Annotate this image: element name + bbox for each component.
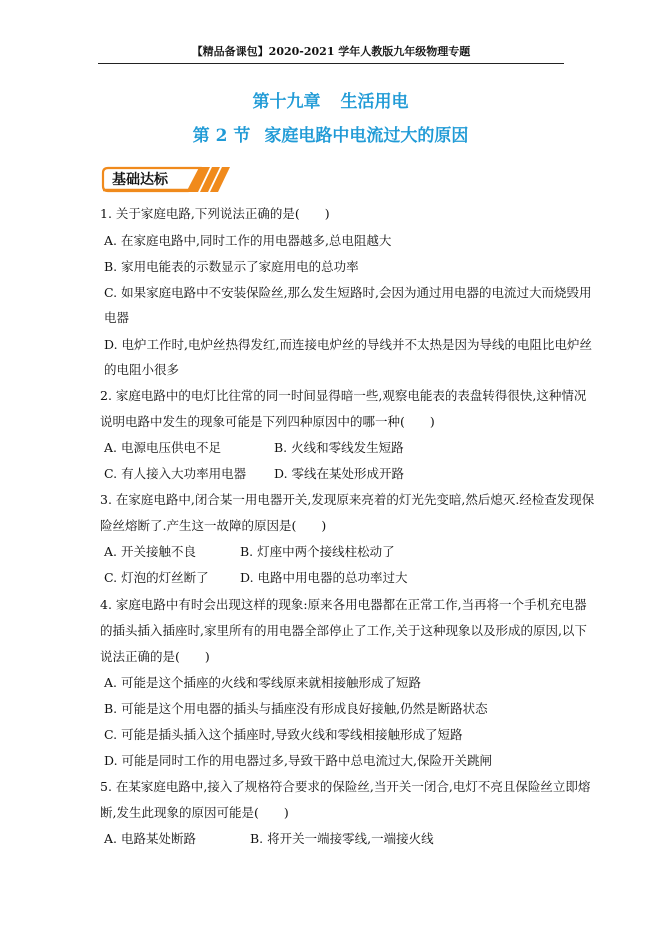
q4-option-a: A. 可能是这个插座的火线和零线原来就相接触形成了短路 — [104, 675, 421, 690]
q5-option-a: A. 电路某处断路 — [104, 831, 196, 846]
q1-option-d-line1: D. 电炉工作时,电炉丝热得发红,而连接电炉丝的导线并不太热是因为导线的电阻比电炉丝 — [104, 337, 592, 352]
question-4-stem-line3: 说法正确的是( ) — [100, 649, 210, 664]
q2-option-b: B. 火线和零线发生短路 — [274, 440, 404, 455]
question-1-stem: 1. 关于家庭电路,下列说法正确的是( ) — [100, 206, 330, 221]
section-title — [0, 121, 661, 146]
q3-option-c: C. 灯泡的灯丝断了 — [104, 570, 209, 585]
question-3-stem-line2: 险丝熔断了.产生这一故障的原因是( ) — [100, 518, 327, 533]
q3-option-d: D. 电路中用电器的总功率过大 — [240, 570, 408, 585]
q1-option-b: B. 家用电能表的示数显示了家庭用电的总功率 — [104, 259, 359, 274]
question-4-stem-line2: 的插头插入插座时,家里所有的用电器全部停止了工作,关于这种现象以及形成的原因,以下 — [100, 623, 587, 638]
q1-option-d-line2: 的电阻小很多 — [104, 362, 180, 377]
q3-option-b: B. 灯座中两个接线柱松动了 — [240, 544, 395, 559]
q1-option-c-line2: 电器 — [104, 310, 130, 325]
q2-option-c: C. 有人接入大功率用电器 — [104, 466, 247, 481]
q3-option-a: A. 开关接触不良 — [104, 544, 196, 559]
page-header: 【精品备课包】2020-2021 学年人教版九年级物理专题 — [191, 45, 471, 58]
section-number: 第 2 节 — [192, 126, 251, 146]
question-5-stem-line1: 5. 在某家庭电路中,接入了规格符合要求的保险丝,当开关一闭合,电灯不亮且保险丝立即熔 — [100, 779, 591, 794]
q1-option-c-line1: C. 如果家庭电路中不安装保险丝,那么发生短路时,会因为通过用电器的电流过大而烧毁用 — [104, 285, 592, 300]
question-2-stem-line1: 2. 家庭电路中的电灯比往常的同一时间显得暗一些,观察电能表的表盘转得很快,这种情况 — [100, 388, 587, 403]
header-rule — [98, 63, 564, 64]
question-2-stem-line2: 说明电路中发生的现象可能是下列四种原因中的哪一种( ) — [100, 414, 435, 429]
question-5-stem-line2: 断,发生此现象的原因可能是( ) — [100, 805, 289, 820]
q2-option-d: D. 零线在某处形成开路 — [274, 466, 405, 481]
q4-option-d: D. 可能是同时工作的用电器过多,导致干路中总电流过大,保险开关跳闸 — [104, 753, 492, 768]
q4-option-b: B. 可能是这个用电器的插头与插座没有形成良好接触,仍然是断路状态 — [104, 701, 488, 716]
chapter-title — [0, 87, 661, 112]
q4-option-c: C. 可能是插头插入这个插座时,导致火线和零线相接触形成了短路 — [104, 727, 463, 742]
banner-label: 基础达标 — [112, 172, 168, 188]
chapter-number: 第十九章 — [252, 92, 321, 112]
q1-option-a: A. 在家庭电路中,同时工作的用电器越多,总电阻越大 — [104, 233, 392, 248]
section-name: 家庭电路中电流过大的原因 — [264, 126, 469, 146]
q2-option-a: A. 电源电压供电不足 — [104, 440, 221, 455]
question-3-stem-line1: 3. 在家庭电路中,闭合某一用电器开关,发现原来亮着的灯光先变暗,然后熄灭.经检查发现保 — [100, 492, 595, 507]
chapter-name: 生活用电 — [340, 92, 409, 112]
q5-option-b: B. 将开关一端接零线,一端接火线 — [250, 831, 434, 846]
question-4-stem-line1: 4. 家庭电路中有时会出现这样的现象:原来各用电器都在正常工作,当再将一个手机充电器 — [100, 597, 587, 612]
